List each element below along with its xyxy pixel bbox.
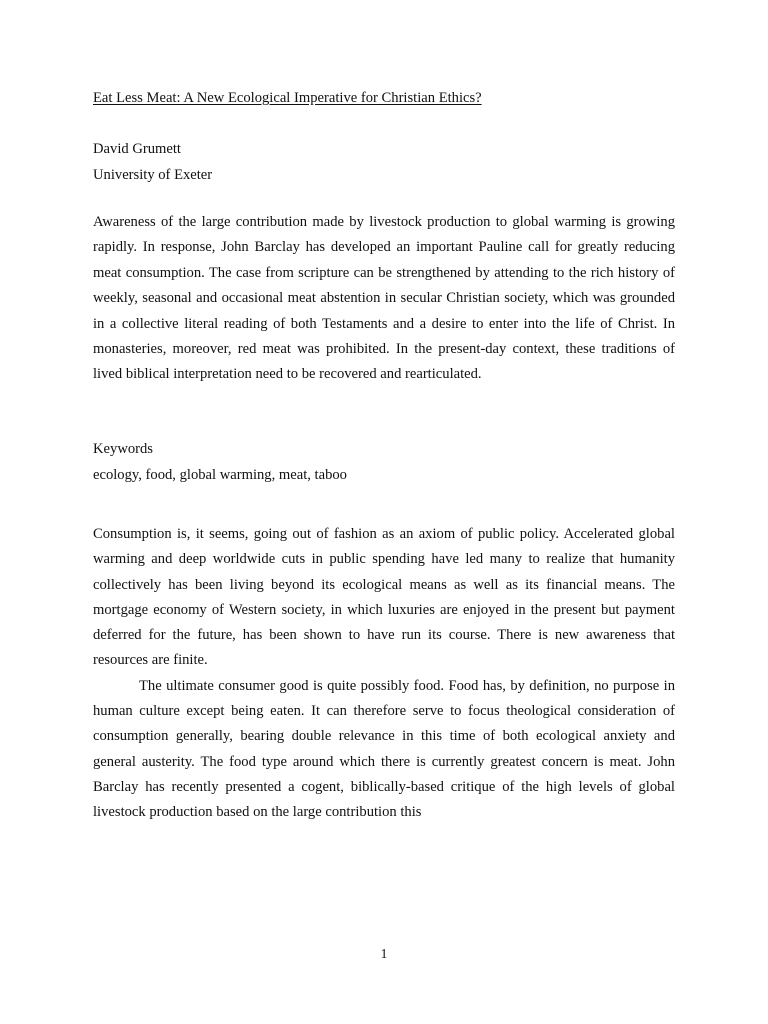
abstract-paragraph: Awareness of the large contribution made by livestock production to global warming is growing rapidly. In response, John Barclay has developed an important Pauline call for greatly reducing meat consumption. The case from scripture can be strengthened by attending to the rich history of weekly, seasonal and occasional meat abstention in secular Christian society, which was grounded in a collective literal reading of both Testaments and a desire to enter into the life of Christ. In monasteries, moreover, red meat was prohibited. In the present-day context, these traditions of lived biblical interpretation need to be recovered and rearticulated. <box>93 214 675 383</box>
body-paragraph: Consumption is, it seems, going out of fashion as an axiom of public policy. Accelerated global warming and deep worldwide cuts in public spending have led many to realize that humanity collectively has been living beyond its ecological means as well as its financial means. The mortgage economy of Western society, in which luxuries are enjoyed in the present but payment deferred for the future, has been shown to have run its course. There is new awareness that resources are finite. <box>93 526 675 669</box>
keywords-heading: Keywords <box>93 441 153 457</box>
keywords-block <box>93 437 347 488</box>
body-paragraph: The ultimate consumer good is quite possibly food. Food has, by definition, no purpose in human culture except being eaten. It can therefore serve to focus theological consideration of consumption generally, bearing double relevance in this time of both ecological anxiety and general austerity. The food type around which there is currently greatest concern is meat. John Barclay has recently presented a cogent, biblically-based critique of the high levels of global livestock production based on the large contribution this <box>93 677 675 821</box>
body-text <box>93 522 675 826</box>
author-block <box>93 137 212 188</box>
author-affiliation: University of Exeter <box>93 166 213 183</box>
document-title: Eat Less Meat: A New Ecological Imperative for Christian Ethics? <box>93 90 482 106</box>
page-number: 1 <box>380 946 388 961</box>
keywords-list: ecology, food, global warming, meat, taboo <box>93 466 347 483</box>
author-name: David Grumett <box>93 141 181 157</box>
